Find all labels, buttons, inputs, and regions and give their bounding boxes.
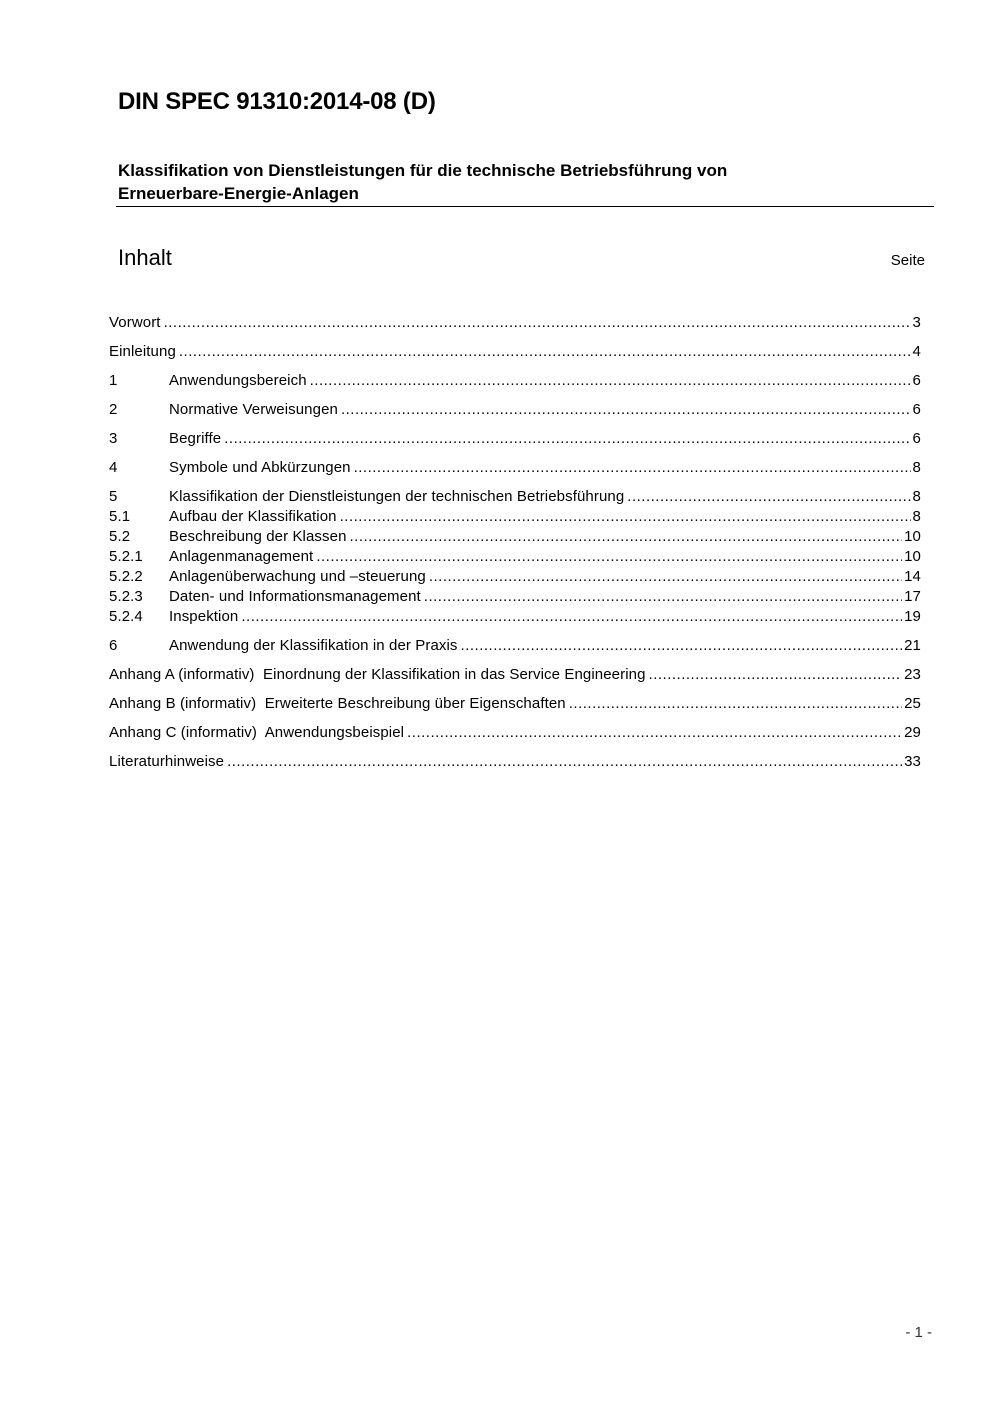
toc-entry-number: 5.2.3 bbox=[109, 588, 143, 605]
toc-entry-page: 29 bbox=[904, 724, 921, 741]
toc-entry[interactable] bbox=[109, 547, 921, 567]
toc-entry-number: 5.2.2 bbox=[109, 568, 143, 585]
toc-heading: Inhalt bbox=[118, 245, 172, 270]
toc-entry[interactable] bbox=[109, 665, 921, 685]
toc-entry-page: 3 bbox=[912, 314, 921, 331]
toc-entry-title: Anlagenüberwachung und –steuerung bbox=[169, 568, 426, 585]
toc-leader-dots bbox=[341, 400, 911, 420]
toc-entry-title: Beschreibung der Klassen bbox=[169, 528, 347, 545]
toc-entry-title: Daten- und Informationsmanagement bbox=[169, 588, 421, 605]
toc-entry-number: 5.2.4 bbox=[109, 608, 143, 625]
toc-entry-title: Einleitung bbox=[109, 343, 176, 360]
toc-entry[interactable] bbox=[109, 507, 921, 527]
toc-entry-title: Anhang A (informativ) Einordnung der Klassifikation in das Service Engineering bbox=[109, 666, 646, 683]
toc-entry[interactable] bbox=[109, 313, 921, 333]
toc-entry[interactable] bbox=[109, 636, 921, 656]
subtitle-line-2: Erneuerbare-Energie-Anlagen bbox=[118, 184, 359, 203]
toc-entry-title: Anhang B (informativ) Erweiterte Beschreibung über Eigenschaften bbox=[109, 695, 566, 712]
title-rule bbox=[116, 206, 934, 207]
toc-leader-dots bbox=[649, 665, 903, 685]
toc-entry-title: Anwendung der Klassifikation in der Praxis bbox=[169, 637, 458, 654]
toc-entry[interactable] bbox=[109, 371, 921, 391]
toc-entry-page: 10 bbox=[904, 548, 921, 565]
toc-entry-number: 1 bbox=[109, 372, 118, 389]
toc-entry-page: 6 bbox=[912, 430, 921, 447]
toc-entry-title: Inspektion bbox=[169, 608, 239, 625]
toc-entry-number: 5.2.1 bbox=[109, 548, 143, 565]
toc-entry[interactable] bbox=[109, 487, 921, 507]
toc-leader-dots bbox=[340, 507, 911, 527]
toc-entry[interactable] bbox=[109, 429, 921, 449]
toc-leader-dots bbox=[179, 342, 911, 362]
toc-entry-number: 5.1 bbox=[109, 508, 131, 525]
toc-entry[interactable] bbox=[109, 527, 921, 547]
toc-entry-title: Vorwort bbox=[109, 314, 161, 331]
toc-leader-dots bbox=[569, 694, 902, 714]
toc-entry[interactable] bbox=[109, 587, 921, 607]
document-title: DIN SPEC 91310:2014-08 (D) bbox=[118, 88, 436, 115]
toc-entry-number: 5.2 bbox=[109, 528, 131, 545]
toc-page-column-label: Seite bbox=[890, 252, 925, 269]
toc-entry-page: 17 bbox=[904, 588, 921, 605]
toc-entry-page: 4 bbox=[912, 343, 921, 360]
toc-entry-page: 33 bbox=[904, 753, 921, 770]
toc-entry[interactable] bbox=[109, 458, 921, 478]
toc-entry-title: Normative Verweisungen bbox=[169, 401, 338, 418]
toc-entry-page: 19 bbox=[904, 608, 921, 625]
toc-entry-title: Anlagenmanagement bbox=[169, 548, 314, 565]
toc-entry-number: 2 bbox=[109, 401, 118, 418]
table-of-contents bbox=[109, 313, 921, 772]
toc-entry[interactable] bbox=[109, 723, 921, 743]
toc-entry-page: 14 bbox=[904, 568, 921, 585]
toc-entry-page: 6 bbox=[912, 401, 921, 418]
toc-leader-dots bbox=[224, 429, 910, 449]
toc-leader-dots bbox=[310, 371, 911, 391]
toc-entry[interactable] bbox=[109, 694, 921, 714]
toc-entry-number: 3 bbox=[109, 430, 118, 447]
toc-entry-title: Klassifikation der Dienstleistungen der technischen Betriebsführung bbox=[169, 488, 625, 505]
toc-entry-title: Aufbau der Klassifikation bbox=[169, 508, 337, 525]
toc-leader-dots bbox=[164, 313, 911, 333]
toc-leader-dots bbox=[627, 487, 910, 507]
toc-entry-page: 8 bbox=[912, 508, 921, 525]
toc-entry-number: 6 bbox=[109, 637, 118, 654]
toc-entry[interactable] bbox=[109, 400, 921, 420]
toc-entry-page: 8 bbox=[912, 488, 921, 505]
toc-entry[interactable] bbox=[109, 342, 921, 362]
toc-leader-dots bbox=[316, 547, 902, 567]
subtitle-line-1: Klassifikation von Dienstleistungen für die technische Betriebsführung von bbox=[118, 161, 728, 180]
toc-entry-page: 23 bbox=[904, 666, 921, 683]
toc-entry-page: 21 bbox=[904, 637, 921, 654]
toc-entry-number: 5 bbox=[109, 488, 118, 505]
toc-leader-dots bbox=[350, 527, 903, 547]
toc-entry-title: Anhang C (informativ) Anwendungsbeispiel bbox=[109, 724, 405, 741]
toc-entry-title: Literaturhinweise bbox=[109, 753, 225, 770]
toc-entry-title: Begriffe bbox=[169, 430, 222, 447]
toc-entry[interactable] bbox=[109, 607, 921, 627]
toc-entry-page: 6 bbox=[912, 372, 921, 389]
toc-entry[interactable] bbox=[109, 752, 921, 772]
toc-entry-page: 25 bbox=[904, 695, 921, 712]
toc-entry[interactable] bbox=[109, 567, 921, 587]
toc-leader-dots bbox=[407, 723, 902, 743]
toc-entry-page: 8 bbox=[912, 459, 921, 476]
toc-entry-title: Symbole und Abkürzungen bbox=[169, 459, 351, 476]
toc-leader-dots bbox=[354, 458, 911, 478]
toc-leader-dots bbox=[241, 607, 902, 627]
toc-leader-dots bbox=[461, 636, 903, 656]
toc-entry-title: Anwendungsbereich bbox=[169, 372, 307, 389]
toc-leader-dots bbox=[429, 567, 902, 587]
toc-leader-dots bbox=[424, 587, 902, 607]
document-subtitle bbox=[118, 159, 898, 205]
toc-entry-number: 4 bbox=[109, 459, 118, 476]
toc-entry-page: 10 bbox=[904, 528, 921, 545]
page-number: - 1 - bbox=[905, 1324, 932, 1341]
toc-leader-dots bbox=[227, 752, 902, 772]
